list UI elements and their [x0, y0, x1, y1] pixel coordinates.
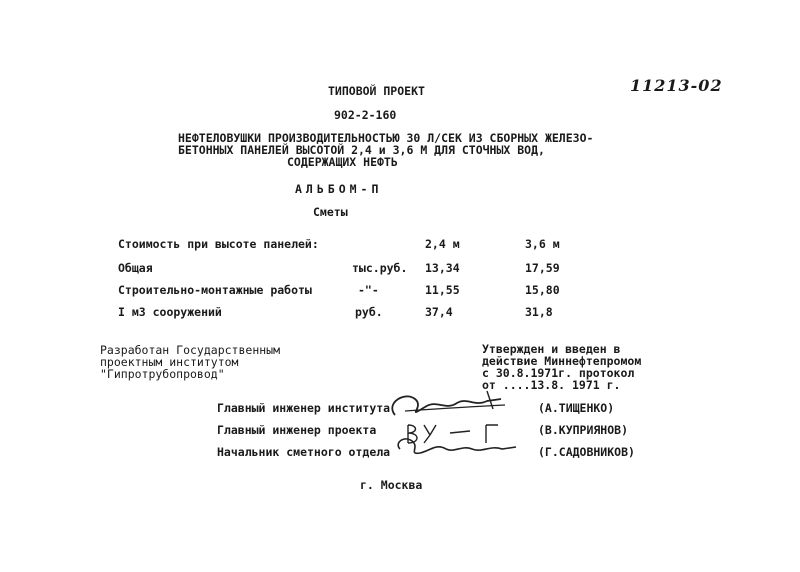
cost-table-header-col2: 3,6 м [525, 237, 560, 251]
cost-row-label: I м3 сооружений [118, 305, 222, 319]
project-code: 902-2-160 [334, 108, 397, 122]
developer-line-1: Разработан Государственным [100, 343, 281, 357]
signature-role: Начальник сметного отдела [217, 445, 391, 459]
cost-row-value-2: 17,59 [525, 261, 560, 275]
cost-row-label: Общая [118, 261, 153, 275]
signature-role: Главный инженер проекта [217, 423, 377, 437]
cost-row-unit: руб. [355, 305, 383, 319]
project-name-line-2: БЕТОННЫХ ПАНЕЛЕЙ ВЫСОТОЙ 2,4 и 3,6 М ДЛЯ СТОЧНЫХ ВОД, [178, 143, 545, 157]
cost-table-header-label: Стоимость при высоте панелей: [118, 237, 319, 251]
cost-row-value-1: 37,4 [425, 305, 453, 319]
developer-line-2: проектным институтом [100, 355, 239, 369]
cost-row-unit: -"- [358, 283, 379, 297]
cost-row-unit: тыс.руб. [352, 261, 408, 275]
approval-line-3: с 30.8.1971г. протокол [482, 366, 635, 380]
approval-line-2: действие Миннефтепромом [482, 354, 642, 368]
cost-row-value-2: 31,8 [525, 305, 553, 319]
signature-name: (А.ТИЩЕНКО) [538, 401, 615, 415]
album-label: АЛЬБОМ-П [295, 182, 383, 196]
cost-row-label: Строительно-монтажные работы [118, 283, 312, 297]
cost-row-value-1: 11,55 [425, 283, 460, 297]
doc-title: ТИПОВОЙ ПРОЕКТ [328, 84, 425, 98]
approval-line-1: Утвержден и введен в [482, 342, 621, 356]
cost-row-value-2: 15,80 [525, 283, 560, 297]
section-subtitle: Сметы [313, 205, 348, 219]
signature-name: (В.КУПРИЯНОВ) [538, 423, 629, 437]
approval-line-4: от ....13.8. 1971 г. [482, 378, 621, 392]
signature-role: Главный инженер института [217, 401, 391, 415]
project-name-line-1: НЕФТЕЛОВУШКИ ПРОИЗВОДИТЕЛЬНОСТЬЮ 30 Л/СЕК ИЗ СБОРНЫХ ЖЕЛЕЗО- [178, 131, 594, 145]
city: г. Москва [360, 478, 423, 492]
developer-line-3: "Гипротрубопровод" [100, 367, 225, 381]
project-name-line-3: СОДЕРЖАЩИХ НЕФТЬ [287, 155, 398, 169]
document-number: 11213-02 [630, 76, 723, 95]
signature-name: (Г.САДОВНИКОВ) [538, 445, 635, 459]
cost-table-header-col1: 2,4 м [425, 237, 460, 251]
cost-row-value-1: 13,34 [425, 261, 460, 275]
signature-scribble-2 [390, 415, 530, 465]
